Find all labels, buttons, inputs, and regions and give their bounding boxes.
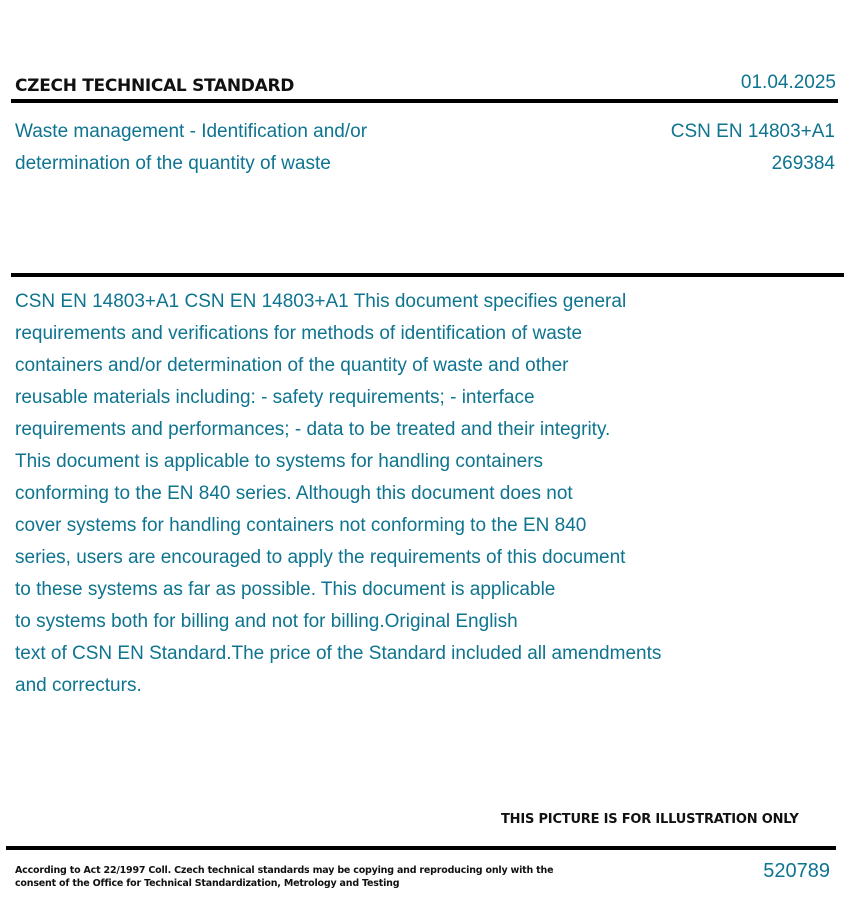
document-type-heading: CZECH TECHNICAL STANDARD <box>15 76 295 96</box>
catalog-number: 269384 <box>771 153 835 174</box>
standard-code: CSN EN 14803+A1 <box>670 121 835 142</box>
legal-notice: According to Act 22/1997 Coll. Czech technical standards may be copying and reproducing only with the consent of the Office for Technical Standardization, Metrology and Testing <box>15 865 554 889</box>
illustration-notice: THIS PICTURE IS FOR ILLUSTRATION ONLY <box>501 812 799 827</box>
footer-divider <box>6 846 836 850</box>
header-divider <box>11 99 838 103</box>
document-id: 520789 <box>763 860 830 882</box>
standard-title: Waste management - Identification and/or determination of the quantity of waste <box>15 121 368 174</box>
title-divider <box>11 273 844 277</box>
abstract-text: CSN EN 14803+A1 CSN EN 14803+A1 This document specifies general requirements and verifications for methods of identification of waste containers and/or determination of the quantity of waste and other reusable materials including: - safety requirements; - interface requirements and performances; - data to be treated and their integrity. This document is applicable to systems for handling containers conforming to the EN 840 series. Although this document does not cover systems for handling containers not conforming to the EN 840 series, users are encouraged to apply the requirements of this document to these systems as far as possible. This document is applicable to systems both for billing and not for billing.Original English text of CSN EN Standard.The price of the Standard included all amendments and correcturs. <box>15 291 662 696</box>
publication-date: 01.04.2025 <box>740 72 836 93</box>
